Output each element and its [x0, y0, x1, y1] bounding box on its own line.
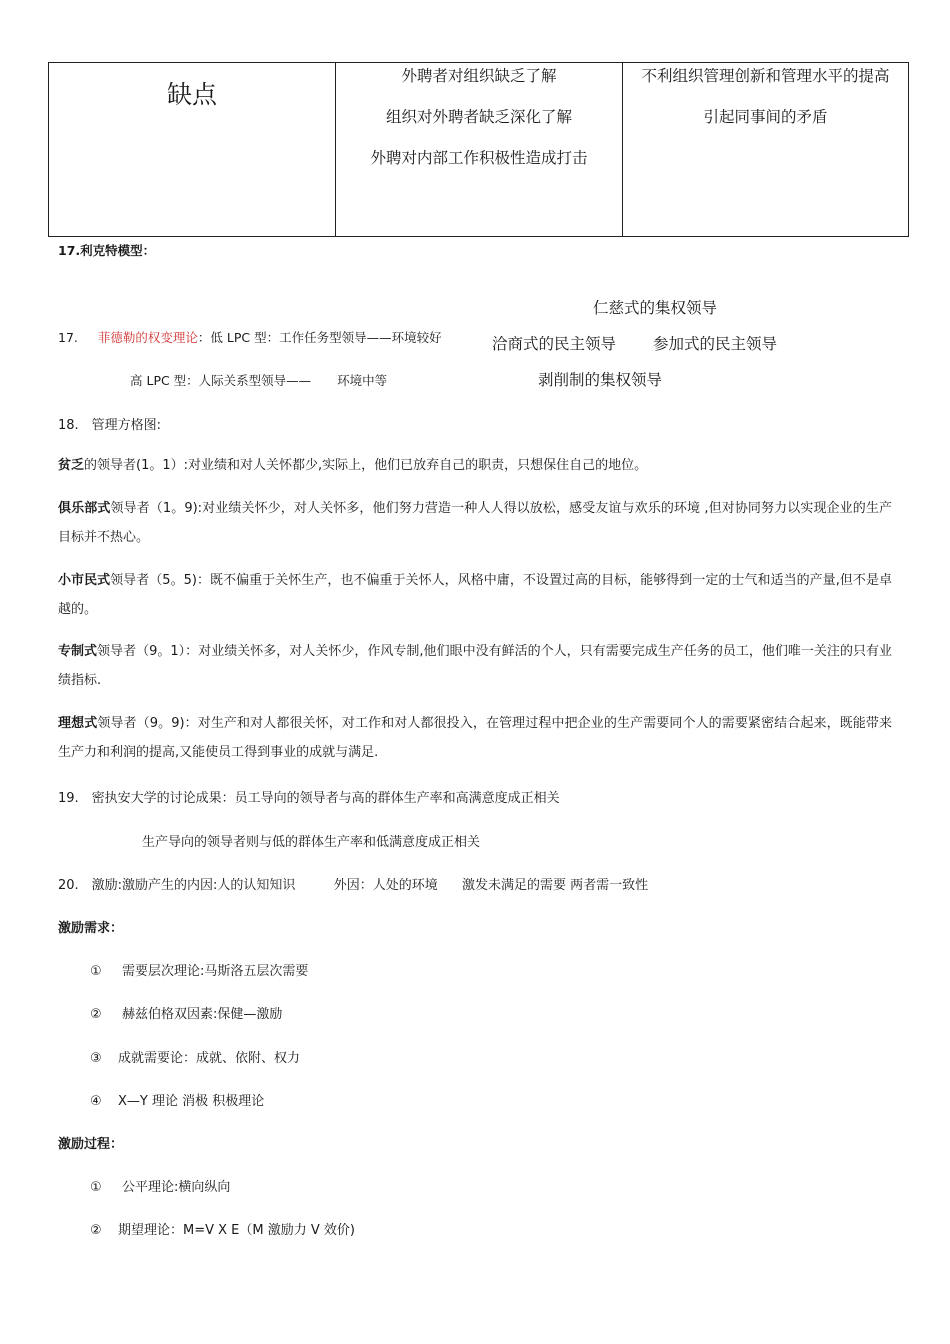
grid-item: 理想式领导者（9。9)：对生产和对人都很关怀，对工作和对人都很投入，在管理过程中把企业的生产需要同个人的需要紧密结合起来，既能带来生产力和利润的提高,又能使员工得到事业的成就与满足. [58, 716, 892, 760]
table-line: 外聘对内部工作积极性造成打击 [370, 149, 588, 167]
table-line: 组织对外聘者缺乏深化了解 [385, 108, 572, 126]
table-cell-internal [623, 63, 909, 237]
michigan-line: 19. 密执安大学的讨论成果：员工导向的领导者与高的群体生产率和高满意度成正相关 [58, 791, 560, 806]
grid-heading: 18. 管理方格图: [58, 418, 162, 433]
needs-item: ④ X—Y 理论 消极 积极理论 [90, 1094, 265, 1109]
fiedler-low: 低 LPC 型：工作任务型领导——环境较好 [210, 330, 442, 345]
likert-heading: 17.利克特模型： [58, 243, 156, 258]
grid-item: 俱乐部式领导者（1。9):对业绩关怀少，对人关怀多，他们努力营造一种人人得以放松，感受友谊与欢乐的环境 ,但对协同努力以实现企业的生产目标并不热心。 [58, 501, 892, 545]
likert-style: 仁慈式的集权领导 [593, 299, 718, 317]
needs-heading: 激励需求： [58, 921, 124, 936]
process-item: ② 期望理论：M=V X E（M 激励力 V 效价) [90, 1223, 355, 1238]
process-heading: 激励过程： [58, 1137, 124, 1152]
table-header: 缺点 [166, 80, 217, 109]
likert-style: 洽商式的民主领导 [492, 335, 617, 353]
table-cell-external [336, 63, 623, 237]
grid-item: 贫乏的领导者(1。1）:对业绩和对人关怀都少,实际上，他们已放弃自己的职责，只想保住自己的地位。 [58, 458, 648, 473]
fiedler-high-env: 环境中等 [337, 373, 388, 388]
michigan-line: 生产导向的领导者则与低的群体生产率和低满意度成正相关 [142, 835, 481, 850]
table-header-cell [49, 63, 336, 237]
process-item: ① 公平理论:横向纵向 [90, 1180, 231, 1195]
fiedler-line [58, 328, 442, 346]
fiedler-high [130, 371, 387, 389]
table-line: 不利组织管理创新和管理水平的提高 [641, 67, 890, 85]
needs-item: ③ 成就需要论：成就、依附、权力 [90, 1051, 301, 1066]
table-line: 引起同事间的矛盾 [703, 108, 828, 126]
fiedler-num: 17. [58, 330, 78, 345]
fiedler-title: 菲德勒的权变理论 [97, 330, 198, 345]
fiedler-high-label: 高 LPC 型：人际关系型领导—— [130, 373, 312, 388]
needs-item: ② 赫兹伯格双因素:保健—激励 [90, 1007, 283, 1022]
grid-item: 专制式领导者（9。1）：对业绩关怀多，对人关怀少，作风专制,他们眼中没有鲜活的个人，只有需要完成生产任务的员工，他们唯一关注的只有业绩指标. [58, 644, 892, 688]
comparison-table [48, 62, 909, 237]
table-line: 外聘者对组织缺乏了解 [401, 67, 557, 85]
motivation-line: 20. 激励:激励产生的内因:人的认知知识 外因：人处的环境 激发未满足的需要 两者需一致性 [58, 878, 649, 893]
fiedler-colon: ： [197, 330, 211, 345]
likert-style: 参加式的民主领导 [653, 335, 778, 353]
needs-item: ① 需要层次理论:马斯洛五层次需要 [90, 964, 309, 979]
grid-item: 小市民式领导者（5。5)：既不偏重于关怀生产，也不偏重于关怀人，风格中庸，不设置过高的目标，能够得到一定的士气和适当的产量,但不是卓越的。 [58, 573, 892, 617]
likert-style: 剥削制的集权领导 [538, 371, 663, 389]
